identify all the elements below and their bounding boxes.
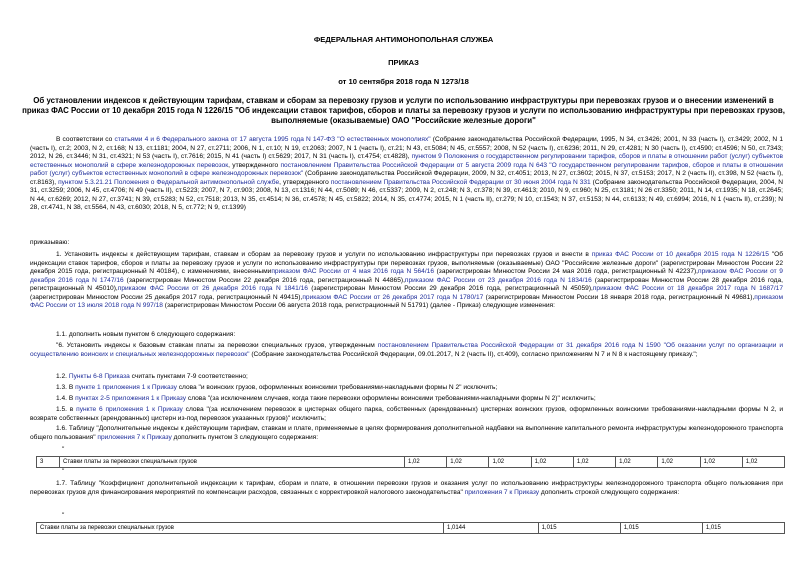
link-appendix-7[interactable]: приложения 7 к Приказу	[97, 433, 172, 441]
item-text: (зарегистрирован Минюстом России 06 августа 2018 года, регистрационный N 51791) (далее - Приказ) следующие изменения:	[162, 302, 555, 309]
table-cell-number: 3	[37, 457, 60, 468]
sub-text: дополнить строкой следующего содержания:	[539, 488, 680, 496]
link-order-1747-16[interactable]: приказом ФАС России от 9 декабря 2016 года N 1747/16	[30, 268, 783, 284]
sub-item-1-7	[30, 480, 783, 497]
preamble-text: В соответствии со	[56, 136, 115, 143]
table-tax-compensation-coefficient	[36, 522, 785, 534]
sub-item-1-2	[30, 373, 783, 382]
item-text: 1. Установить индексы к действующим тарифам, ставкам и сборам за перевозку грузов и услуги по использованию инфраструктуры при перевозках грузов и внести в	[56, 251, 592, 258]
link-federal-law-147[interactable]: статьями 4 и 6 Федерального закона от 17 августа 1995 года N 147-ФЗ "О естественных монополиях"	[114, 136, 431, 143]
agency-name: ФЕДЕРАЛЬНАЯ АНТИМОНОПОЛЬНАЯ СЛУЖБА	[313, 35, 494, 44]
document-date: от 10 сентября 2018 года N 1273/18	[338, 77, 469, 86]
link-points-6-8[interactable]: Пункты 6-8 Приказа	[68, 373, 130, 380]
sub-text: слова "(за исключением случаев, когда такие перевозки оформлены воинскими требованиями-накладными формы N 2)" исключить;	[186, 395, 596, 402]
table-cell-value: 1,02	[489, 457, 531, 468]
quote-text: (Собрание законодательства Российской Федерации, 09.01.2017, N 2 (часть II), ст.409), согласно приложениям N 7 и N 8 к настоящему приказу.";	[249, 350, 698, 358]
sub-text: 1.2.	[56, 373, 69, 380]
link-order-1841-16[interactable]: приказом ФАС России от 26 декабря 2016 года N 1841/16	[117, 285, 308, 292]
link-resolution-1590[interactable]: постановлением Правительства Российской Федерации от 31 декабря 2016 года N 1590 "Об оказании услуг по организации и осуществлению воинских и специальных железнодорожных перевозок"	[30, 342, 784, 358]
table-cell-value: 1,015	[702, 523, 784, 534]
item-text: "Об индексации ставок тарифов, сборов и платы за перевозку грузов и услуги по использованию инфраструктуры при перевозках грузов, выполняемые (оказываемые) ОАО "Российские железные дороги" (зарегистрирован Минюстом России 22 декабря 2015 года, регистрационный N 40184), с изменениями, внесенными	[30, 251, 784, 275]
sub-text: слова "(за исключением перевозок в цистернах общего парка, собственных (арендованных) цистернах воинских грузов, оформленных воинскими требованиями-накладными формы N 2, и возврате собственных (арендованных) цистерн из-под перевозок указанных грузов)" исключить;	[30, 406, 784, 422]
item-text: (зарегистрирован Минюстом России 25 декабря 2017 года, регистрационный N 49415),	[30, 293, 303, 301]
link-resolution-643[interactable]: постановлением Правительства Российской Федерации от 5 августа 2009 года N 643 "О государственном регулировании тарифов, сборов и платы в отношении работ (услуг) субъектов естественных монополий в сфере железнодорожных перевозок"	[30, 161, 783, 177]
sub-item-1-1-quote	[30, 342, 783, 359]
document-type: ПРИКАЗ	[388, 58, 419, 67]
link-regulation-point-9[interactable]: пунктом 9 Положения о государственном регулировании тарифов, сборов и платы в отношении работ (услуг) субъектов естественных монополий в сфере железнодорожных перевозок	[30, 153, 783, 169]
link-order-1226-15[interactable]: приказ ФАС России от 10 декабря 2015 года N 1226/15	[591, 251, 769, 258]
table-cell-label: Ставки платы за перевозки специальных грузов	[60, 457, 405, 468]
table-cell-value: 1,02	[700, 457, 742, 468]
item-text: (зарегистрирован Минюстом России 28 декабря 2016 года, регистрационный N 45010),	[30, 276, 783, 292]
item-text: (зарегистрирован Минюстом России 22 декабря 2016 года, регистрационный N 44865),	[123, 276, 405, 284]
link-resolution-331[interactable]: постановлением Правительства Российской Федерации от 30 июня 2004 года N 331	[330, 178, 591, 186]
sub-text: слова "и воинских грузов, оформленных воинскими требованиями-накладными формы N 2" исключить;	[176, 384, 498, 391]
sub-text: дополнить пунктом 3 следующего содержания:	[171, 433, 319, 441]
link-order-1834-16[interactable]: приказом ФАС России от 23 декабря 2016 года N 1834/16	[404, 276, 592, 284]
item-1-paragraph	[30, 251, 783, 311]
document-title: Об установлении индексов к действующим тарифам, ставкам и сборам за перевозку грузов и услуги по использованию инфраструктуры при перевозках грузов и о внесении изменений в приказ ФАС России от 10 декабря 2015 года N 1226/15 "Об индексации ставок тарифов, сборов и платы за перевозку грузов и услуги по использованию инфраструктуры при перевозках грузов, выполняемые (оказываемые) ОАО "Российские железные дороги"	[22, 96, 785, 125]
sub-item-1-5	[30, 406, 783, 423]
preamble-text: , утвержденного	[228, 161, 281, 169]
table-cell-value: 1,02	[616, 457, 658, 468]
table-cell-label: Ставки платы за перевозки специальных грузов	[37, 523, 444, 534]
sub-item-1-4	[30, 395, 783, 404]
sub-text: 1.5. в	[56, 406, 77, 413]
link-appendix-7-table-2[interactable]: приложения 7 к Приказу	[464, 488, 540, 496]
link-fas-regulation-5-3-21-21[interactable]: пунктом 5.3.21.21 Положения о Федеральной антимонопольной службе	[58, 178, 280, 186]
preamble-text: , утвержденного	[279, 178, 331, 186]
table-cell-value: 1,02	[658, 457, 700, 468]
link-appendix-1-points-2-5[interactable]: пунктах 2-5 приложения 1 к Приказу	[75, 395, 187, 402]
sub-text: считать пунктами 7-9 соответственно;	[129, 373, 248, 380]
table-cell-value: 1,02	[742, 457, 784, 468]
open-quote-mark-2: "	[62, 512, 65, 519]
link-order-1687-17[interactable]: приказом ФАС России от 18 декабря 2017 года N 1687/17	[592, 285, 783, 292]
table-row	[37, 457, 785, 468]
table-cell-value: 1,02	[531, 457, 573, 468]
quote-text: "6. Установить индексы к базовым ставкам платы за перевозки специальных грузов, утвержденным	[56, 342, 378, 349]
sub-text: 1.6. Таблицу "Дополнительные индексы к действующим тарифам, ставкам и плате, применяемые в целях формирования дополнительной надбавки на выполнение капитального ремонта инфраструктуры железнодорожного транспорта общего пользования"	[30, 425, 783, 441]
link-order-997-18[interactable]: приказом ФАС России от 13 июля 2018 года N 997/18	[30, 293, 783, 309]
table-row	[37, 523, 785, 534]
preamble-text: (Собрание законодательства Российской Федерации, 1995, N 34, ст.3426; 2001, N 33 (часть I), ст.3429; 2002, N 1 (часть I), ст.2; 2003, N 2, ст.168; N 13, ст.1181; 2004, N 27, ст.2711; 2006, N 1, ст.10; N 19, ст.2063; 2007, N 1 (часть I), ст.21; N 43, ст.5084; N 45, ст.5557; 2008, N 52 (часть I), ст.6236; 2011, N 29, ст.4281; N 30 (часть I), ст.4590; ст.4596; N 50, ст.7343; 2012, N 26, ст.3446; N 31, ст.4321; N 53 (часть I), ст.7616; 2015, N 41 (часть I) ст.5629; 2017, N 31 (часть I), ст.4754; ст.4828),	[30, 136, 783, 160]
open-quote-mark: "	[62, 446, 65, 453]
order-word: приказываю:	[30, 239, 70, 246]
table-capital-repair-indices	[36, 456, 785, 468]
sub-item-1-3	[30, 384, 783, 393]
table-cell-value: 1,0144	[444, 523, 539, 534]
preamble-text: (Собрание законодательства Российской Федерации, 2009, N 32, ст.4051; 2013, N 27, ст.3602; 2015, N 37, ст.5153; 2017, N 2 (часть II), ст.398, N 52 (часть I), ст.8163),	[30, 170, 783, 186]
table-cell-value: 1,02	[573, 457, 615, 468]
table-cell-value: 1,02	[405, 457, 447, 468]
close-quote-mark: "	[62, 468, 65, 475]
item-text: (зарегистрирован Минюстом России 24 мая 2016 года, регистрационный N 42237),	[434, 268, 699, 275]
preamble-text: (Собрание законодательства Российской Федерации, 2004, N 31, ст.3259; 2006, N 45, ст.4706; N 49 (часть II), ст.5223; 2007, N 7, ст.903; 2008, N 13, ст.1316; N 44, ст.5089; N 46, ст.5337; 2009, N 2, ст.248; N 3, ст.378; N 39, ст.4613; 2010, N 9, ст.960; N 25, ст.3181; N 26 ст.3350; 2011, N 14, ст.1935; N 18, ст.2645; N 44, ст.6269; 2012, N 27, ст.3741; N 39, ст.5283; N 52, ст.7518; 2013, N 35, ст.4514; N 36, ст.4578; N 45, ст.5822; 2014, N 35, ст.4774; 2015, N 1 (часть II), ст.279; N 10, ст.1543; N 37, ст.5153; N 44, ст.6133; N 49, ст.6994; 2016, N 1 (часть II), ст.239); N 28, ст.4741, N 38, ст.5564, N 43, ст.6030; 2018, N 5, ст.772; N 9, ст.1399)	[30, 178, 783, 211]
link-order-1780-17[interactable]: приказом ФАС России от 26 декабря 2017 года N 1780/17	[302, 293, 484, 301]
sub-text: 1.3. В	[56, 384, 76, 391]
sub-text: 1.4. В	[56, 395, 76, 402]
table-cell-value: 1,02	[447, 457, 489, 468]
table-cell-value: 1,015	[620, 523, 702, 534]
table-cell-value: 1,015	[538, 523, 620, 534]
item-text: (зарегистрирован Минюстом России 29 декабря 2016 года, регистрационный N 45059),	[307, 285, 593, 292]
link-order-564-16[interactable]: приказом ФАС России от 4 мая 2016 года N 564/16	[271, 268, 434, 275]
preamble-paragraph	[30, 136, 783, 213]
sub-text: 1.7. Таблицу "Коэффициент дополнительной индексации к тарифам, сборам и плате, в отношении перевозки грузов и оказания услуг по использованию инфраструктуры железнодорожного транспорта общего пользования при перевозках грузов для финансирования мероприятий по компенсации расходов, связанных с корректировкой налогового законодательства"	[30, 480, 783, 496]
item-text: (зарегистрирован Минюстом России 18 января 2018 года, регистрационный N 49681),	[483, 293, 755, 301]
sub-item-1-6	[30, 425, 783, 442]
sub-item-1-1: 1.1. дополнить новым пунктом 6 следующего содержания:	[56, 331, 236, 338]
link-appendix-1-point-6[interactable]: пункте 6 приложения 1 к Приказу	[76, 406, 183, 413]
link-appendix-1-point-1[interactable]: пункте 1 приложения 1 к Приказу	[75, 384, 177, 391]
